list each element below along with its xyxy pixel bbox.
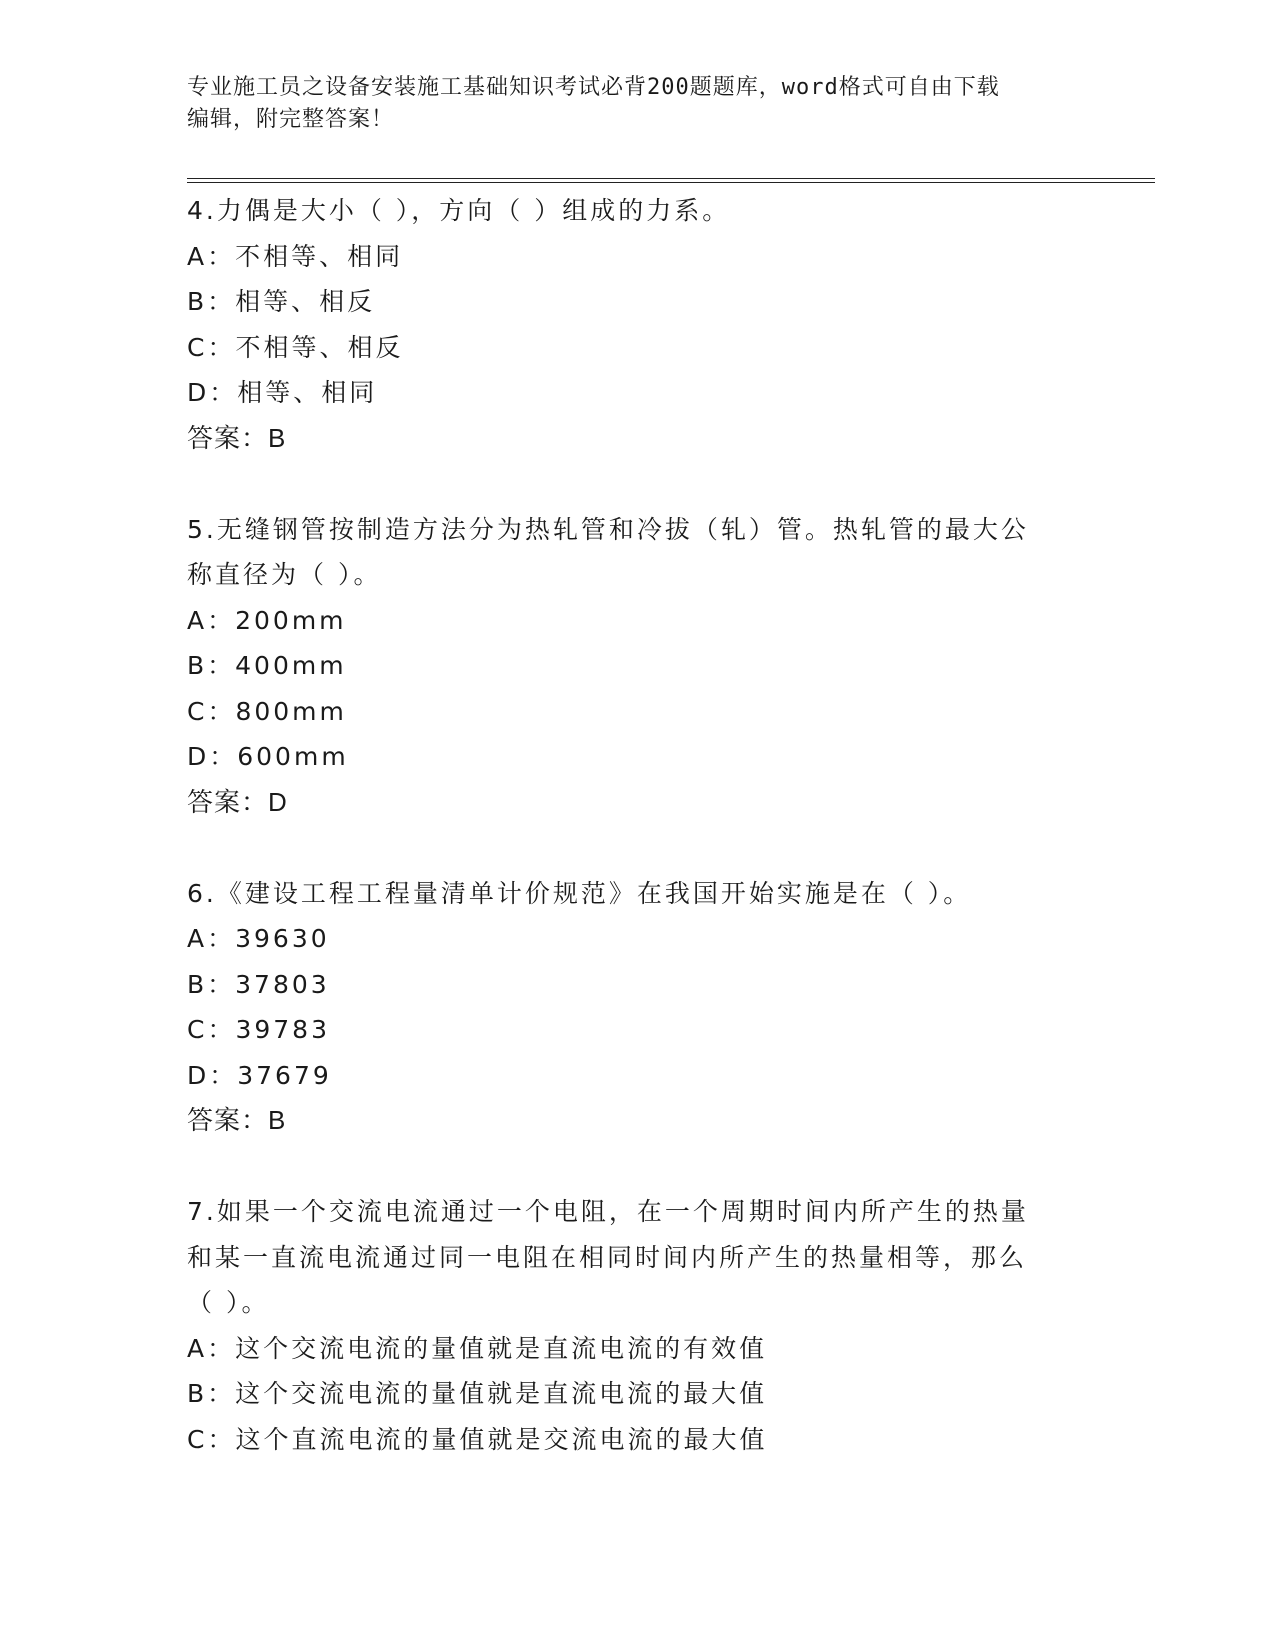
option-a: A：这个交流电流的量值就是直流电流的有效值 — [187, 1333, 768, 1363]
option-a: A：200mm — [187, 605, 347, 635]
document-header — [187, 72, 1067, 136]
option-c: C：不相等、相反 — [187, 332, 404, 362]
option-b: B：400mm — [187, 651, 347, 680]
question-text: 5.无缝钢管按制造方法分为热轧管和冷拔（轧）管。热轧管的最大公 — [187, 514, 1029, 544]
question-5 — [187, 507, 1087, 826]
header-line-2: 编辑，附完整答案！ — [187, 107, 395, 132]
question-7 — [187, 1189, 1087, 1462]
option-b: B：37803 — [187, 969, 330, 999]
header-line-1: 专业施工员之设备安装施工基础知识考试必背200题题库，word格式可自由下载 — [187, 75, 1000, 100]
option-a: A：不相等、相同 — [187, 241, 404, 271]
question-text-cont: 称直径为（ ）。 — [187, 560, 382, 589]
option-c: C：800mm — [187, 696, 347, 726]
question-text: 4.力偶是大小（ ），方向（ ）组成的力系。 — [187, 196, 731, 225]
answer-label: 答案：D — [187, 786, 288, 817]
option-d: D：37679 — [187, 1060, 332, 1090]
header-divider-bottom — [187, 182, 1155, 183]
question-text-cont: （ ）。 — [187, 1288, 270, 1317]
question-text: 6.《建设工程工程量清单计价规范》在我国开始实施是在（ ）。 — [187, 878, 972, 908]
option-b: B：相等、相反 — [187, 287, 376, 316]
question-6 — [187, 871, 1087, 1144]
answer-label: 答案：B — [187, 1105, 287, 1135]
header-divider-top — [187, 178, 1155, 179]
option-c: C：39783 — [187, 1015, 330, 1044]
question-text: 7.如果一个交流电流通过一个电阻，在一个周期时间内所产生的热量 — [187, 1197, 1029, 1226]
option-a: A：39630 — [187, 924, 330, 953]
option-d: D：600mm — [187, 742, 349, 771]
answer-label: 答案：B — [187, 422, 287, 453]
option-d: D：相等、相同 — [187, 378, 378, 407]
question-text-cont: 和某一直流电流通过同一电阻在相同时间内所产生的热量相等，那么 — [187, 1242, 1028, 1272]
option-b: B：这个交流电流的量值就是直流电流的最大值 — [187, 1379, 768, 1408]
option-c: C：这个直流电流的量值就是交流电流的最大值 — [187, 1424, 768, 1454]
question-list — [187, 188, 1087, 1462]
question-4 — [187, 188, 1087, 461]
